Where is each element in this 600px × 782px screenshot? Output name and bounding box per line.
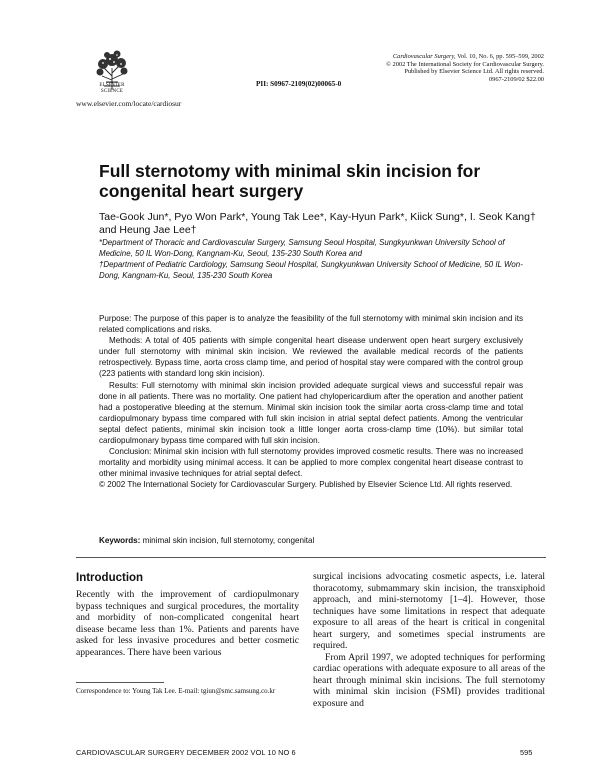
section-heading-introduction: Introduction <box>76 572 144 584</box>
intro-right-column <box>313 571 545 709</box>
intro-left-column: Recently with the improvement of cardiopulmonary bypass techniques and surgical procedures, the mortality and morbidity of non-complicated congenital heart disease became less than 1%. Patients and parents have asked for less invasive procedures and better cosmetic appearances. There have been various <box>76 589 299 658</box>
abstract-copyright: © 2002 The International Society for Cardiovascular Surgery. Published by Elsevier Science Ltd. All rights reserved. <box>99 480 513 490</box>
keywords-label: Keywords: <box>99 536 141 545</box>
journal-publisher: Published by Elsevier Science Ltd. All rights reserved. <box>404 68 544 75</box>
journal-issn: 0967-2109/02 $22.00 <box>488 75 544 83</box>
section-divider <box>76 557 546 558</box>
abstract-methods: Methods: A total of 405 patients with simple congenital heart disease underwent open heart surgery exclusively under full sternotomy with minimal skin incision. We reviewed the available medical records of the patients retrospectively. Bypass time, aorta cross clamp time, and period of hospital stay were compared with the control group (223 patients with standard long skin incision). <box>99 336 523 379</box>
affiliations <box>99 237 529 281</box>
affiliation-2: †Department of Pediatric Cardiology, Samsung Seoul Hospital, Sungkyunkwan University School of Medicine, 50 IL Won-Dong, Kangnam-Ku, Seoul, 135-230 South Korea <box>99 260 523 280</box>
pii-code: PII: S0967-2109(02)00065-0 <box>256 80 342 88</box>
journal-volume: Vol. 10, No. 6, pp. 595–599, 2002 <box>457 53 544 60</box>
intro-right-paragraph-1: surgical incisions advocating cosmetic aspects, i.e. lateral thoracotomy, submammary skin incision, the transxiphoid approach, and mini-sternotomy [1–4]. However, those techniques have some limitations in respect that adequate exposure to all areas of the heart is critical in congenital heart surgery, and sometimes special instruments are required. <box>313 571 545 651</box>
journal-info <box>334 53 544 83</box>
journal-url[interactable]: www.elsevier.com/locate/cardiosur <box>76 99 182 108</box>
correspondence-footnote: Correspondence to: Young Tak Lee. E-mail: tgiun@smc.samsung.co.kr <box>76 687 276 695</box>
abstract-results: Results: Full sternotomy with minimal skin incision provided adequate surgical views and successful repair was done in all patients. There was no mortality. One patient had chylopericardium after the operation and another patient had a postoperative bleeding at the sternum. Minimal skin incision took the similar aorta cross-clamp time and total cardiopulmonary bypass time compared with full skin incision in atrial septal defect patients. Among the ventricular septal defect patients, minimal skin incision took a little longer aorta cross-clamp time (10%). but similar total cardiopulmonary bypass time compared with full skin incision. <box>99 380 523 446</box>
running-footer: CARDIOVASCULAR SURGERY DECEMBER 2002 VOL 10 NO 6 <box>76 748 296 757</box>
publisher-logo-text: ELSEVIER SCIENCE <box>99 83 125 94</box>
journal-citation-line <box>334 53 544 61</box>
footnote-divider <box>76 682 164 683</box>
abstract-purpose: Purpose: The purpose of this paper is to analyze the feasibility of the full sternotomy with minimal skin incision and its related complications and risks. <box>99 314 523 335</box>
keywords-list: minimal skin incision, full sternotomy, congenital <box>142 536 315 545</box>
journal-copyright: © 2002 The International Society for Cardiovascular Surgery. <box>386 60 544 68</box>
intro-right-paragraph-2: From April 1997, we adopted techniques for performing cardiac operations with adequate exposure to all areas of the heart through minimal skin incisions. The full sternotomy with minimal skin incision (FSMI) provides traditional exposure and <box>313 651 545 709</box>
article-title: Full sternotomy with minimal skin incision for congenital heart surgery <box>99 161 481 201</box>
affiliation-1: *Department of Thoracic and Cardiovascular Surgery, Samsung Seoul Hospital, Sungkyunkwan University School of Medicine, 50 IL Won-Dong, Kangnam-Ku, Seoul, 135-230 South Korea and <box>99 238 505 258</box>
abstract-conclusion: Conclusion: Minimal skin incision with full sternotomy provides improved cosmetic results. There was no increased mortality and morbidity using minimal access. It can be applied to more complex congenital heart disease contrast to other minimal invasive techniques for atrial septal defect. <box>99 447 523 479</box>
keywords <box>99 536 519 545</box>
abstract <box>99 313 523 491</box>
page-number: 595 <box>520 748 533 757</box>
journal-name: Cardiovascular Surgery, <box>392 53 456 60</box>
author-list: Tae-Gook Jun*, Pyo Won Park*, Young Tak Lee*, Kay-Hyun Park*, Kiick Sung*, I. Seok Kang† and Heung Jae Lee† <box>99 211 536 236</box>
